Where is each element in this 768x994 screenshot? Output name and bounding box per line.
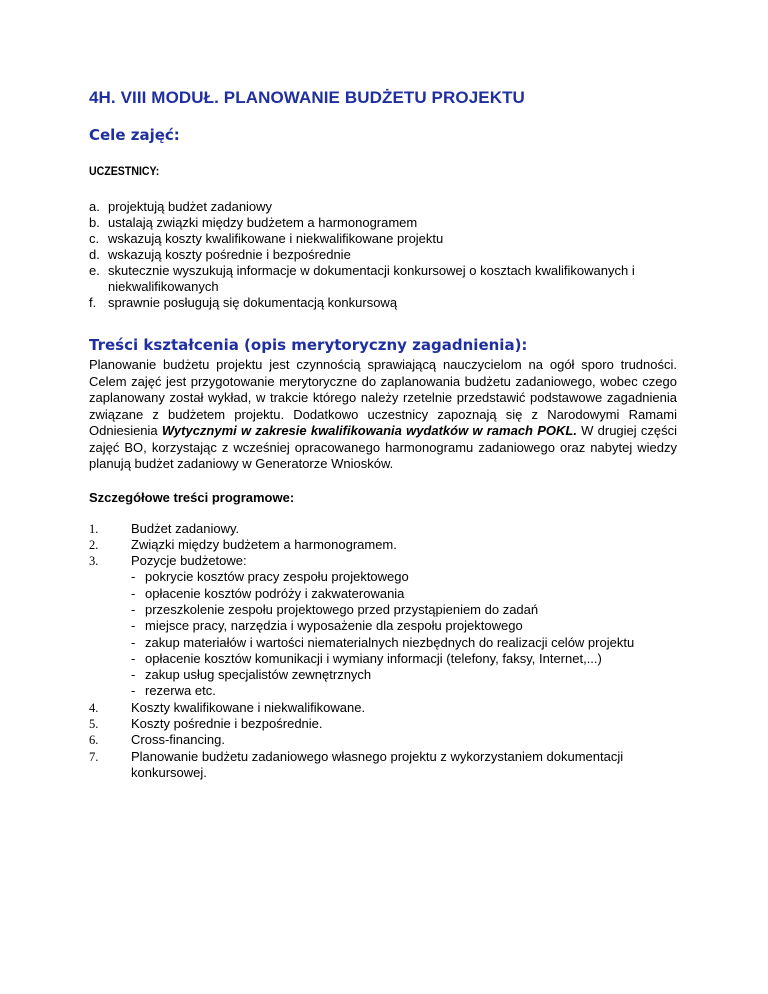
program-number: 7.: [89, 749, 99, 764]
goal-item: [89, 231, 677, 247]
program-item: [89, 716, 677, 732]
budget-item: [131, 651, 677, 667]
paragraph-emphasis: Wytycznymi w zakresie kwalifikowania wydatków w ramach POKL.: [161, 423, 577, 438]
goal-marker: a.: [89, 199, 100, 214]
budget-item: [131, 602, 677, 618]
content-heading: Treści kształcenia (opis merytoryczny zagadnienia):: [89, 336, 528, 354]
goal-text: wskazują koszty pośrednie i bezpośrednie: [108, 247, 351, 262]
program-item: [89, 553, 677, 700]
program-number: 2.: [89, 537, 99, 552]
budget-item-text: rezerwa etc.: [145, 683, 216, 699]
dash-marker: -: [131, 618, 136, 634]
program-text: Pozycje budżetowe:: [131, 553, 247, 569]
program-text: Związki między budżetem a harmonogramem.: [131, 536, 397, 552]
goal-marker: b.: [89, 215, 100, 230]
program-text: Koszty kwalifikowane i niekwalifikowane.: [131, 699, 366, 715]
program-item-body: [131, 553, 677, 700]
dash-marker: -: [131, 569, 136, 585]
budget-item: [131, 683, 677, 699]
budget-item-text: opłacenie kosztów komunikacji i wymiany informacji (telefony, faksy, Internet,...): [145, 650, 602, 666]
dash-marker: -: [131, 585, 136, 601]
goal-marker: c.: [89, 231, 100, 246]
goal-text: skutecznie wyszukują informacje w dokumentacji konkursowej o kosztach kwalifikowanych i niekwalifikowanych: [108, 263, 635, 294]
budget-item: [131, 667, 677, 683]
goals-heading: Cele zajęć:: [89, 126, 180, 144]
budget-item: [131, 618, 677, 634]
description-paragraph: [89, 357, 677, 473]
program-number: 4.: [89, 700, 99, 715]
program-number: 1.: [89, 521, 99, 536]
goal-marker: d.: [89, 247, 100, 262]
budget-item-text: zakup usług specjalistów zewnętrznych: [145, 667, 372, 683]
budget-item-text: pokrycie kosztów pracy zespołu projektowego: [145, 569, 409, 585]
program-item: [89, 700, 677, 716]
program-text: Planowanie budżetu zadaniowego własnego projektu z wykorzystaniem dokumentacji konkursowej.: [131, 748, 624, 780]
budget-item-text: opłacenie kosztów podróży i zakwaterowania: [145, 585, 405, 601]
goals-list: [89, 199, 677, 311]
program-item: [89, 749, 677, 782]
goal-text: wskazują koszty kwalifikowane i niekwalifikowane projektu: [108, 231, 444, 246]
program-item: [89, 537, 677, 553]
budget-item-text: miejsce pracy, narzędzia i wyposażenie dla zespołu projektowego: [145, 618, 523, 634]
goal-item: [89, 247, 677, 263]
dash-marker: -: [131, 683, 136, 699]
program-number: 5.: [89, 717, 99, 732]
goal-text: ustalają związki między budżetem a harmonogramem: [108, 215, 418, 230]
program-number: 3.: [89, 554, 99, 569]
dash-marker: -: [131, 634, 136, 650]
goal-marker: e.: [89, 263, 100, 278]
goal-marker: f.: [89, 295, 97, 310]
dash-marker: -: [131, 601, 136, 617]
goal-item: [89, 215, 677, 231]
goal-item: [89, 295, 677, 311]
program-list: [89, 521, 677, 782]
program-text: Budżet zadaniowy.: [131, 520, 240, 536]
budget-item: [131, 586, 677, 602]
document-content: [89, 88, 677, 781]
program-item: [89, 732, 677, 748]
program-text: Cross-financing.: [131, 732, 225, 748]
goal-text: sprawnie posługują się dokumentacją konkursową: [108, 295, 398, 310]
participants-label: UCZESTNICY:: [89, 166, 160, 178]
paragraph-text-part1: Planowanie budżetu projektu jest czynnością sprawiającą nauczycielom na ogół sporo trudności. Celem zajęć jest przygotowanie merytoryczne do zaplanowania budżetu zadaniowego, wobec czego zaplanowany został wykład, w trakcie którego należy rzetelnie przedstawić podstawowe zagadnienia związane z budżetem projektu. Dodatkowo uczestnicy zapoznają się z Narodowymi Ramami Odniesienia: [89, 357, 677, 438]
program-number: 6.: [89, 733, 99, 748]
module-title: 4H. VIII MODUŁ. PLANOWANIE BUDŻETU PROJEKTU: [89, 88, 525, 107]
budget-item: [131, 569, 677, 585]
goal-item: [89, 263, 677, 295]
dash-marker: -: [131, 650, 136, 666]
budget-item-text: zakup materiałów i wartości niematerialnych niezbędnych do realizacji celów projektu: [145, 634, 635, 650]
budget-item: [131, 635, 677, 651]
program-heading: Szczegółowe treści programowe:: [89, 489, 295, 505]
program-text: Koszty pośrednie i bezpośrednie.: [131, 716, 323, 732]
dash-marker: -: [131, 667, 136, 683]
paragraph-text-part2: W drugiej części zajęć BO, korzystając z wcześniej opracowanego harmonogramu zadaniowego oraz nabytej wiedzy planują budżet zadaniowy w Generatorze Wniosków.: [89, 423, 677, 471]
goal-text: projektują budżet zadaniowy: [108, 199, 273, 214]
budget-item-text: przeszkolenie zespołu projektowego przed przystąpieniem do zadań: [145, 601, 539, 617]
goal-item: [89, 199, 677, 215]
budget-items-list: [131, 569, 677, 699]
program-item: [89, 521, 677, 537]
